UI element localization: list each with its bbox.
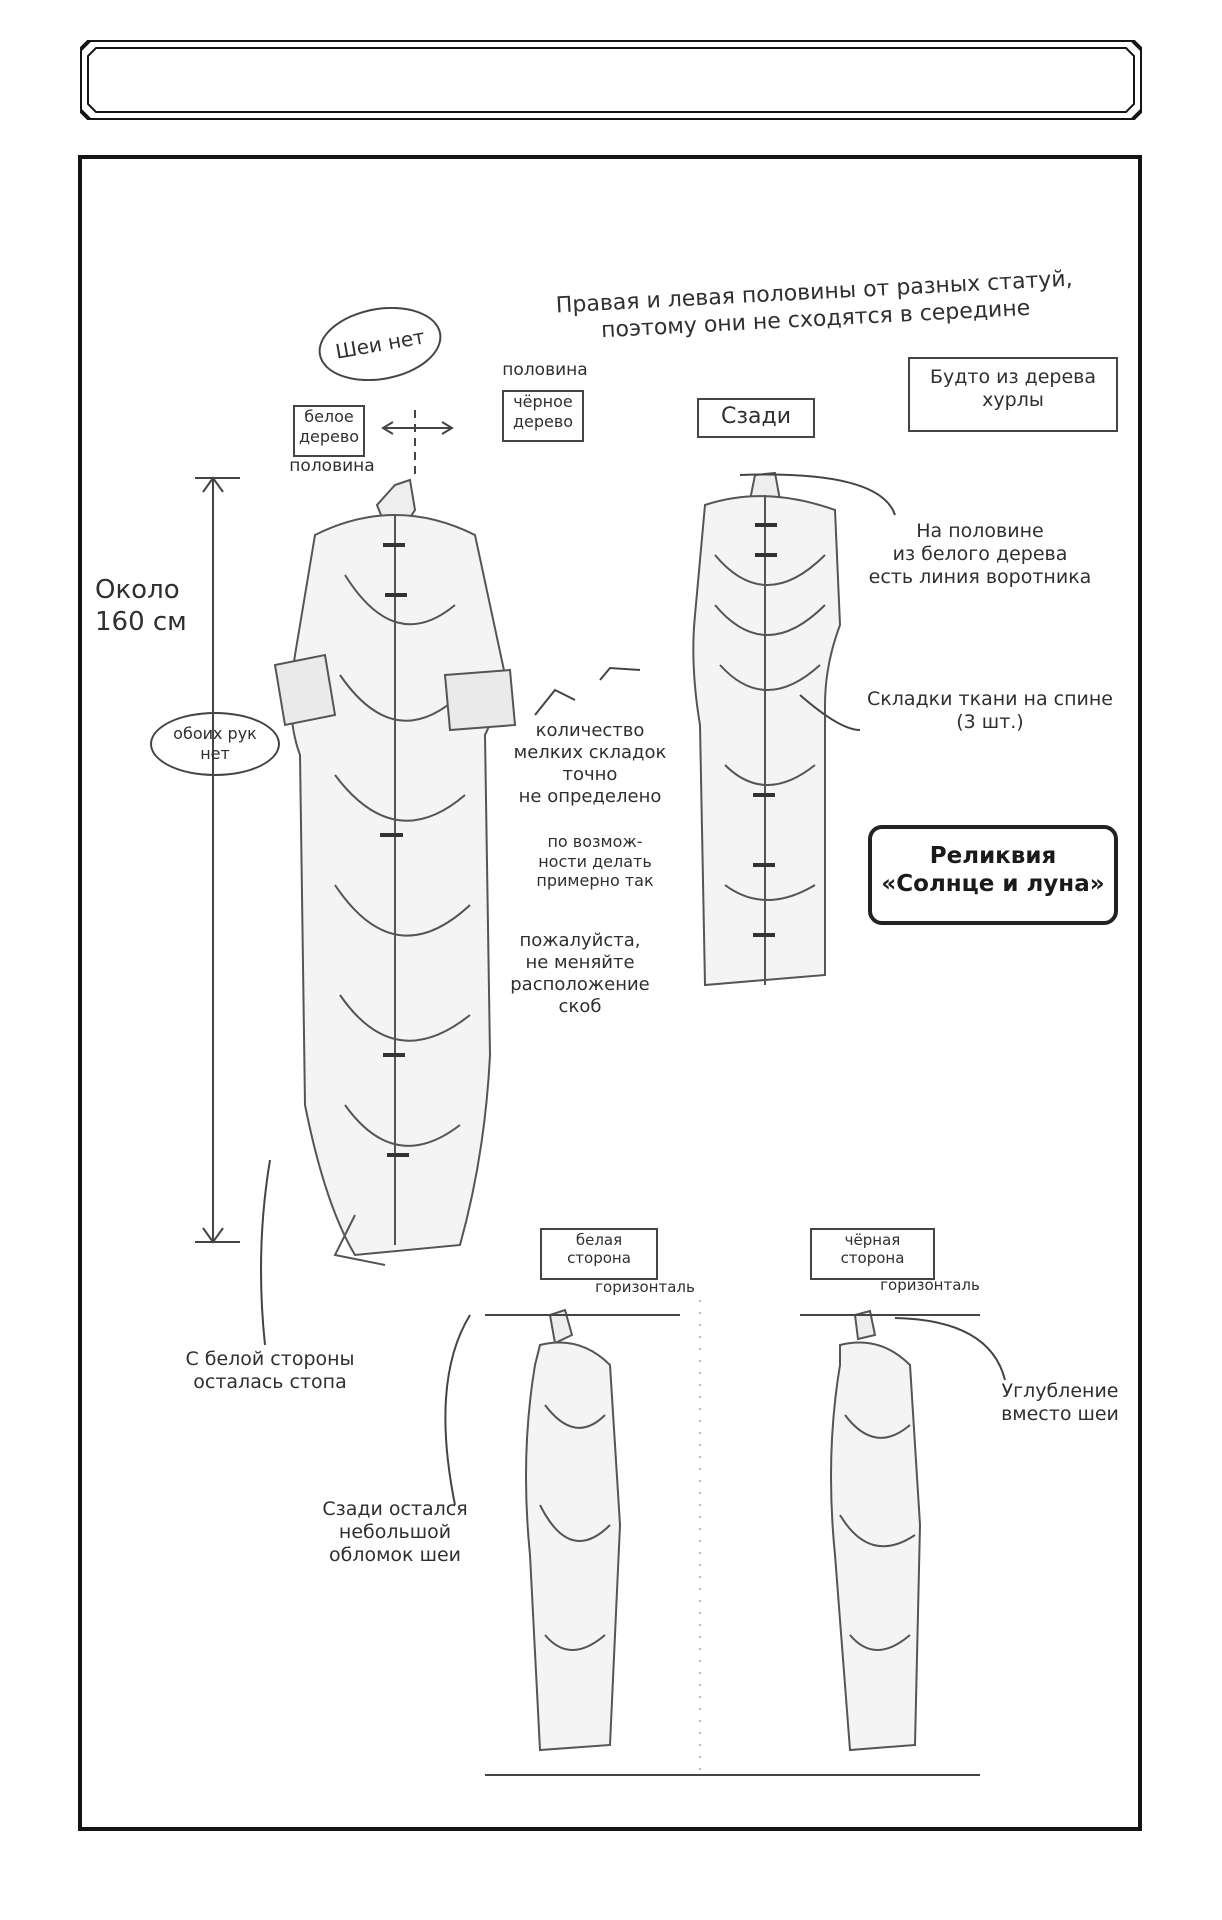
half-label-top: половина [502, 360, 588, 380]
small-folds-label: количество мелких складок точно не определено [513, 720, 667, 807]
top-note: Правая и левая половины от разных статуй, поэтому они не сходятся в середине [555, 266, 1074, 344]
black-wood-label: чёрное дерево [512, 392, 574, 431]
no-neck-label: Шеи нет [333, 324, 427, 364]
neck-hollow-label: Углубление вместо шеи [1001, 1380, 1119, 1426]
back-folds-label: Складки ткани на спине (3 шт.) [867, 688, 1113, 734]
dont-change-label: пожалуйста, не меняйте расположение скоб [510, 930, 650, 1017]
black-side-label: чёрная сторона [840, 1231, 905, 1268]
horizontal-right-label: горизонталь [880, 1276, 980, 1294]
foot-remains-label: С белой стороны осталась стопа [185, 1348, 355, 1394]
white-side-label: белая сторона [567, 1231, 631, 1268]
wood-hurly-label: Будто из дерева хурлы [929, 366, 1097, 412]
if-possible-label: по возмож- ности делать примерно так [536, 832, 654, 891]
white-wood-label: белое дерево [298, 407, 360, 446]
neck-fragment-label: Сзади остался небольшой обломок шеи [322, 1498, 468, 1567]
horizontal-left-label: горизонталь [595, 1278, 695, 1296]
relic-title: Реликвия «Солнце и луна» [881, 843, 1105, 898]
no-arms-label: обоих рук нет [173, 724, 257, 763]
back-label: Сзади [720, 404, 792, 429]
collar-line-label: На половине из белого дерева есть линия воротника [868, 520, 1092, 589]
half-label-left: половина [289, 456, 375, 476]
height-label: Около 160 см [95, 575, 187, 637]
no-arms-oval [150, 712, 280, 776]
